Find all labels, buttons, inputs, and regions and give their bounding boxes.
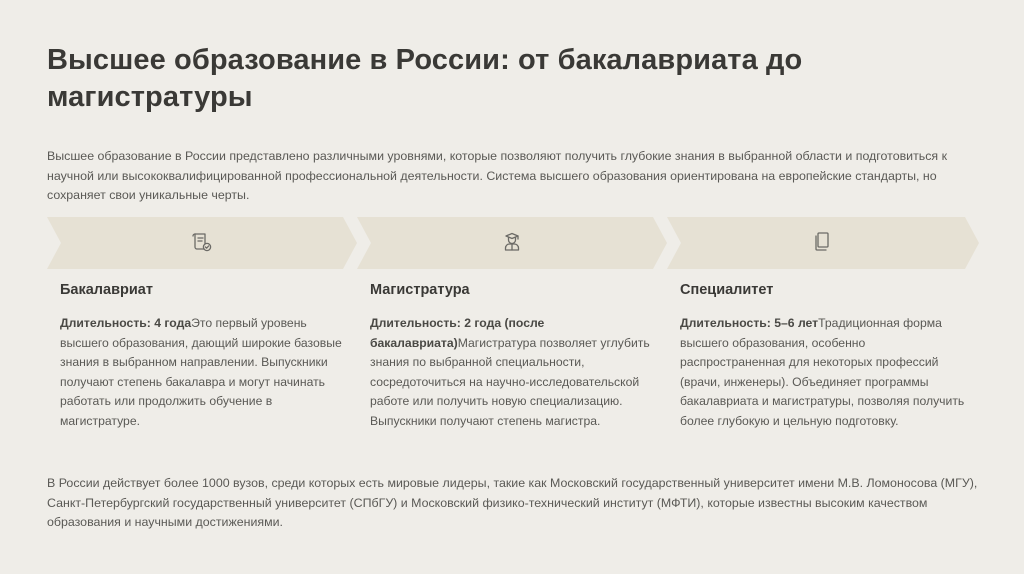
intro-paragraph: Высшее образование в России представлено различными уровнями, которые позволяют получить глубокие знания в выбранной области и подготовиться к научной или высококвалифицированной профессиональной деятельности. Система высшего образования ориентирована на европейские стандарты, но сохраняет свои уникальные черты. bbox=[47, 149, 947, 203]
diploma-scroll-icon bbox=[190, 230, 214, 254]
step-heading: Магистратура bbox=[370, 282, 470, 298]
step-description bbox=[60, 314, 350, 432]
step-heading: Специалитет bbox=[680, 282, 774, 298]
step-heading: Бакалавриат bbox=[60, 282, 153, 298]
step-master bbox=[370, 280, 660, 432]
duration-label: Длительность: 5–6 лет bbox=[680, 316, 819, 330]
step-text: Это первый уровень высшего образования, дающий широкие базовые знания в выбранном направлении. Выпускники получают степень бакалавра и могут начинать работать или продолжить обучение в магистратуре. bbox=[60, 316, 342, 428]
page-title: Высшее образование в России: от бакалавриата до магистратуры bbox=[47, 44, 803, 113]
document-icon bbox=[810, 230, 834, 254]
step-text: Традиционная форма высшего образования, особенно распространенная для некоторых профессий (врачи, инженеры). Объединяет программы бакалавриата и магистратуры, позволяя получить более глубокую и цельную подготовку. bbox=[680, 316, 965, 428]
duration-label: Длительность: 4 года bbox=[60, 316, 192, 330]
outro-paragraph: В России действует более 1000 вузов, среди которых есть мировые лидеры, такие как Московский государственный университет имени М.В. Ломоносова (МГУ), Санкт-Петербургский государственный университет (СПбГУ) и Московский физико-технический институт (МФТИ), которые известны высоким качеством образования и научными достижениями. bbox=[47, 476, 978, 530]
step-description bbox=[370, 314, 660, 432]
step-text: Магистратура позволяет углубить знания по выбранной специальности, сосредоточиться на научно-исследовательской работе или получить новую специализацию. Выпускники получают степень магистра. bbox=[370, 335, 650, 428]
step-bachelor bbox=[60, 280, 350, 432]
graduate-icon bbox=[500, 230, 524, 254]
step-description bbox=[680, 314, 970, 432]
step-specialist bbox=[680, 280, 970, 432]
duration-label: Длительность: 2 года (после бакалавриата) bbox=[370, 316, 545, 350]
